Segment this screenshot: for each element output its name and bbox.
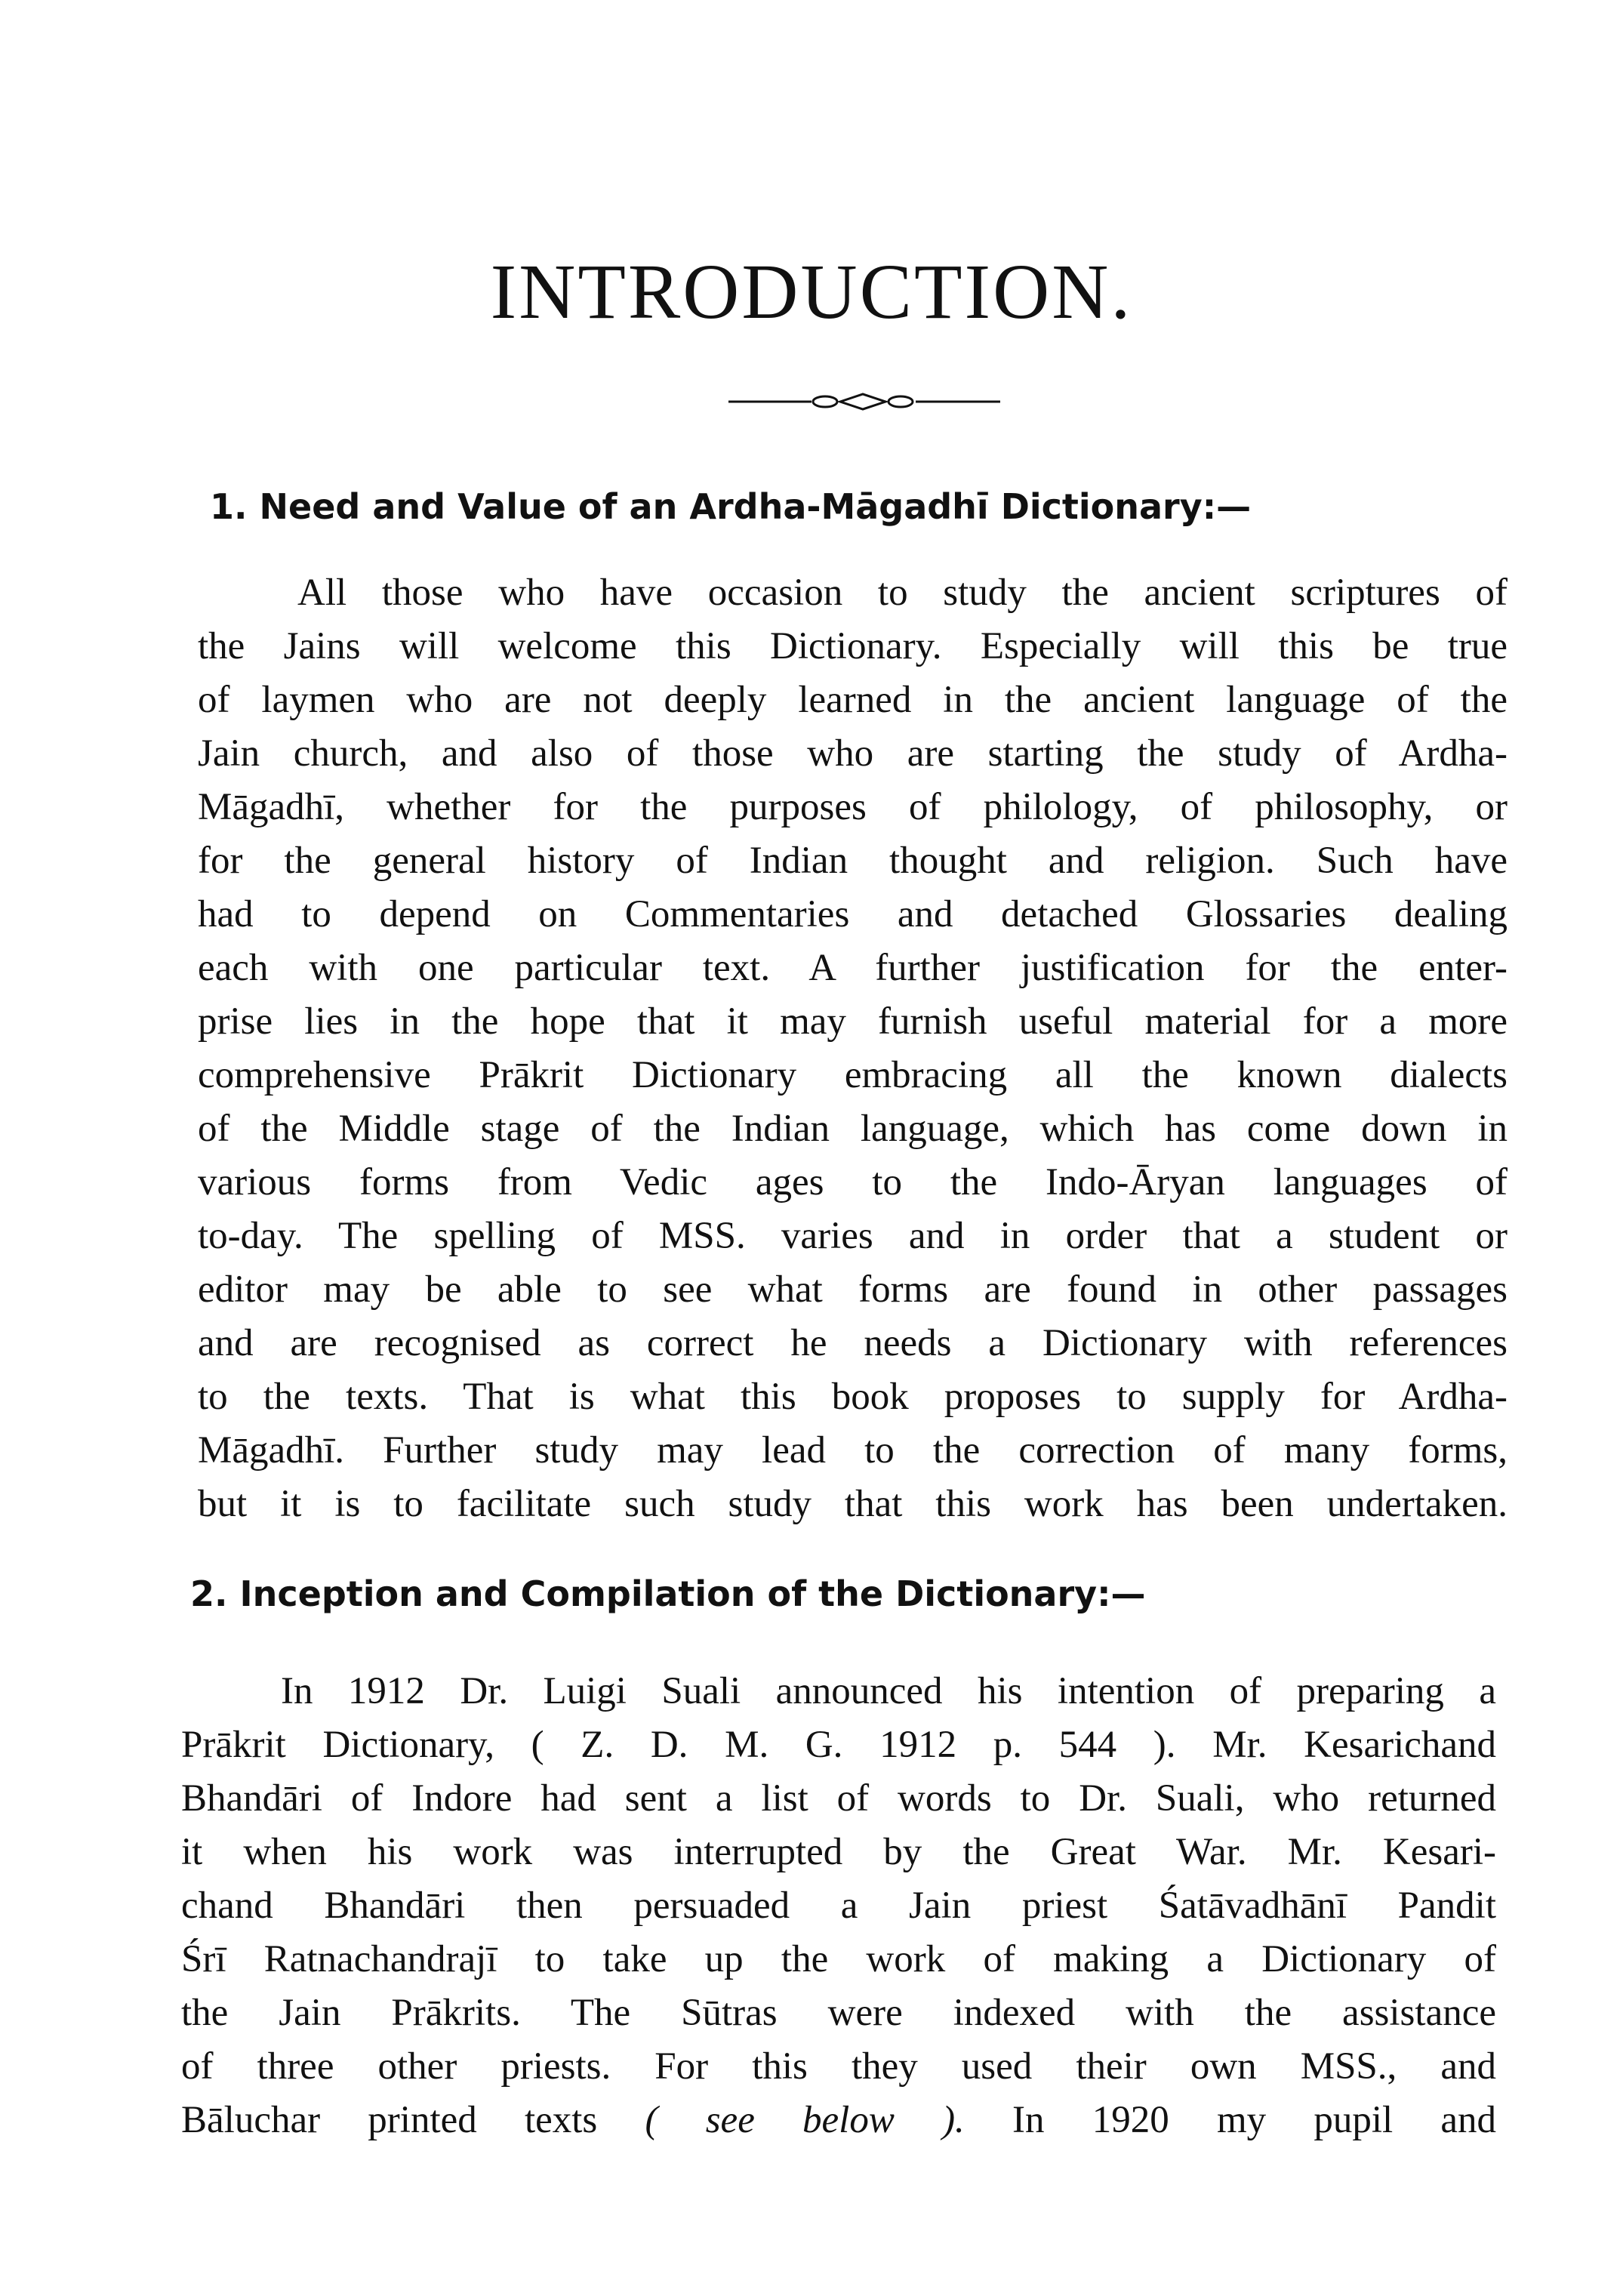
text-line: Māgadhī, whether for the purposes of philology, of philosophy, or <box>198 786 1508 828</box>
text-line: chand Bhandāri then persuaded a Jain priest Śatāvadhānī Pandit <box>181 1885 1496 1927</box>
text-line: to the texts. That is what this book proposes to supply for Ardha- <box>198 1376 1508 1418</box>
page-title: INTRODUCTION. <box>490 248 1133 335</box>
text-line: Jain church, and also of those who are starting the study of Ardha- <box>198 732 1508 775</box>
text-line: and are recognised as correct he needs a Dictionary with references <box>198 1322 1508 1364</box>
text-line: to-day. The spelling of MSS. varies and in order that a student or <box>198 1215 1508 1257</box>
text-fragment: In 1920 my pupil and <box>1012 2099 1497 2141</box>
text-line: of three other priests. For this they used their own MSS., and <box>181 2045 1496 2088</box>
text-line: prise lies in the hope that it may furnish useful material for a more <box>198 1000 1508 1043</box>
text-line: Śrī Ratnachandrajī to take up the work of making a Dictionary of <box>181 1938 1496 1980</box>
see-below-reference: ( see below ). <box>645 2099 965 2141</box>
section-heading-1: 1. Need and Value of an Ardha-Māgadhī Dictionary:— <box>210 486 1252 527</box>
text-line: various forms from Vedic ages to the Indo-Āryan languages of <box>198 1161 1508 1203</box>
text-line: of laymen who are not deeply learned in the ancient language of the <box>198 679 1508 721</box>
text-line: of the Middle stage of the Indian language, which has come down in <box>198 1108 1508 1150</box>
text-line: the Jain Prākrits. The Sūtras were indexed with the assistance <box>181 1992 1496 2034</box>
section-2-paragraph <box>181 1665 1496 2147</box>
text-line: for the general history of Indian thought and religion. Such have <box>198 840 1508 882</box>
text-line: had to depend on Commentaries and detached Glossaries dealing <box>198 893 1508 935</box>
text-line: the Jains will welcome this Dictionary. Especially will this be true <box>198 625 1508 667</box>
text-line: it when his work was interrupted by the Great War. Mr. Kesari- <box>181 1831 1496 1873</box>
text-line: but it is to facilitate such study that this work has been undertaken. <box>198 1483 1508 1525</box>
section-heading-2: 2. Inception and Compilation of the Dictionary:— <box>190 1573 1146 1614</box>
text-line: comprehensive Prākrit Dictionary embracing all the known dialects <box>198 1054 1508 1096</box>
text-line-last <box>181 2094 1496 2147</box>
text-line: Māgadhī. Further study may lead to the correction of many forms, <box>198 1429 1508 1472</box>
text-line: each with one particular text. A further justification for the enter- <box>198 947 1508 989</box>
text-line: Prākrit Dictionary, ( Z. D. M. G. 1912 p. 544 ). Mr. Kesarichand <box>181 1724 1496 1766</box>
text-line: Bhandāri of Indore had sent a list of words to Dr. Suali, who returned <box>181 1777 1496 1820</box>
text-line: All those who have occasion to study the ancient scriptures of <box>297 572 1508 614</box>
text-line: editor may be able to see what forms are found in other passages <box>198 1268 1508 1311</box>
text-line: In 1912 Dr. Luigi Suali announced his intention of preparing a <box>281 1670 1496 1712</box>
text-fragment: Bāluchar printed texts <box>181 2099 598 2141</box>
ornament-divider <box>728 390 1000 413</box>
section-1-paragraph <box>198 566 1508 1531</box>
